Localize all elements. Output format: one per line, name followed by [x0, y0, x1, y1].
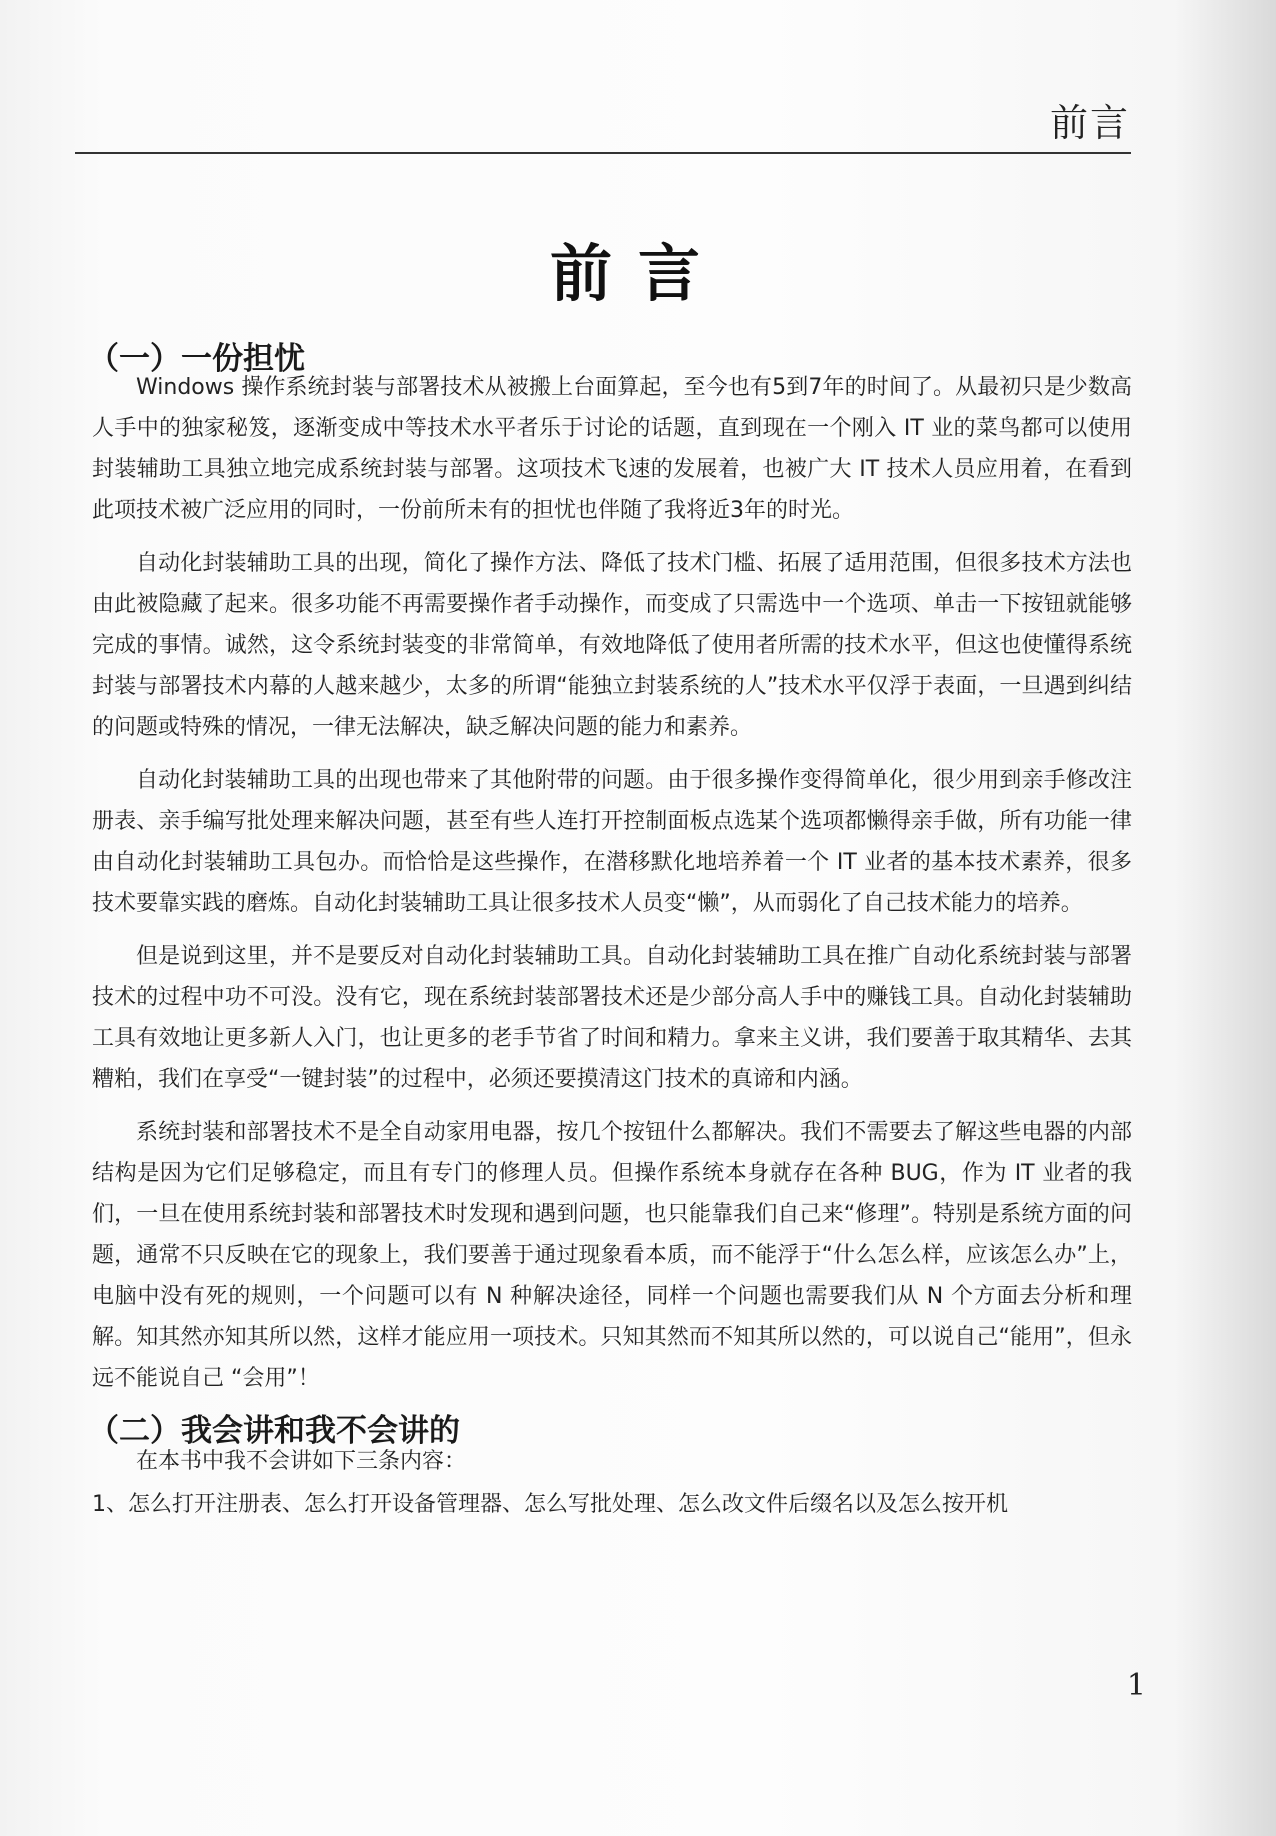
running-head: 前言: [1049, 101, 1130, 145]
paragraph-2: 自动化封装辅助工具的出现，简化了操作方法、降低了技术门槛、拓展了适用范围，但很多技术方法也由此被隐藏了起来。很多功能不再需要操作者手动操作，而变成了只需选中一个选项、单击一下按钮就能够完成的事情。诚然，这令系统封装变的非常简单，有效地降低了使用者所需的技术水平，但这也使懂得系统封装与部署技术内幕的人越来越少，太多的所谓“能独立封装系统的人”技术水平仅浮于表面，一旦遇到纠结的问题或特殊的情况，一律无法解决，缺乏解决问题的能力和素养。: [92, 551, 1132, 740]
list-item-1: 1、怎么打开注册表、怎么打开设备管理器、怎么写批处理、怎么改文件后缀名以及怎么按开机: [92, 1492, 1009, 1517]
paragraph-1: Windows 操作系统封装与部署技术从被搬上台面算起，至今也有5到7年的时间了。从最初只是少数高人手中的独家秘笈，逐渐变成中等技术水平者乐于讨论的话题，直到现在一个刚入 IT 业的菜鸟都可以使用封装辅助工具独立地完成系统封装与部署。这项技术飞速的发展着，也被广大 IT 技术人员应用着，在看到此项技术被广泛应用的同时，一份前所未有的担忧也伴随了我将近3年的时光。: [92, 375, 1132, 523]
section-heading-2: （二）我会讲和我不会讲的: [88, 1413, 460, 1449]
section-1-body: [92, 367, 1132, 1411]
paragraph-5: 系统封装和部署技术不是全自动家用电器，按几个按钮什么都解决。我们不需要去了解这些电器的内部结构是因为它们足够稳定，而且有专门的修理人员。但操作系统本身就存在各种 BUG，作为 IT 业者的我们，一旦在使用系统封装和部署技术时发现和遇到问题，也只能靠我们自己来“修理”。特别是系统方面的问题，通常不只反映在它的现象上，我们要善于通过现象看本质，而不能浮于“什么怎么样，应该怎么办”上，电脑中没有死的规则，一个问题可以有 N 种解决途径，同样一个问题也需要我们从 N 个方面去分析和理解。知其然亦知其所以然，这样才能应用一项技术。只知其然而不知其所以然的，可以说自己“能用”，但永远不能说自己 “会用”！: [92, 1120, 1132, 1391]
paragraph-4: 但是说到这里，并不是要反对自动化封装辅助工具。自动化封装辅助工具在推广自动化系统封装与部署技术的过程中功不可没。没有它，现在系统封装部署技术还是少部分高人手中的赚钱工具。自动化封装辅助工具有效地让更多新人入门，也让更多的老手节省了时间和精力。拿来主义讲，我们要善于取其精华、去其糟粕，我们在享受“一键封装”的过程中，必须还要摸清这门技术的真谛和内涵。: [92, 944, 1132, 1092]
section-2-body: [92, 1441, 1132, 1537]
header-rule: [75, 152, 1131, 154]
section-heading-1: （一）一份担忧: [88, 341, 305, 377]
chapter-title: 前言: [549, 237, 726, 310]
paragraph-3: 自动化封装辅助工具的出现也带来了其他附带的问题。由于很多操作变得简单化，很少用到亲手修改注册表、亲手编写批处理来解决问题，甚至有些人连打开控制面板点选某个选项都懒得亲手做，所有功能一律由自动化封装辅助工具包办。而恰恰是这些操作，在潜移默化地培养着一个 IT 业者的基本技术素养，很多技术要靠实践的磨炼。自动化封装辅助工具让很多技术人员变“懒”，从而弱化了自己技术能力的培养。: [92, 768, 1132, 916]
page-number: 1: [1126, 1668, 1146, 1703]
section-2-intro: 在本书中我不会讲如下三条内容：: [136, 1449, 467, 1474]
